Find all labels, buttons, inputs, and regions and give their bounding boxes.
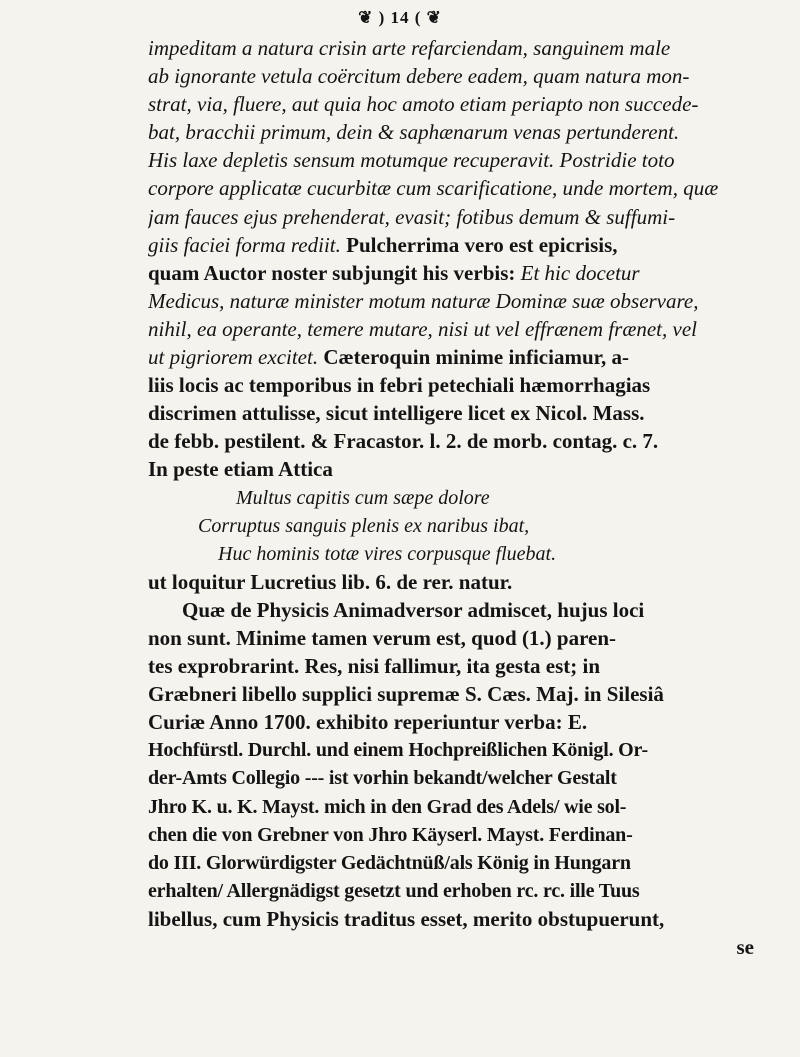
body-text [148,34,760,961]
catchword: se [736,935,754,959]
german-quote-line: der-Amts Collegio --- ist vorhin bekandt/welcher Gestalt [148,767,617,790]
text-span: Cæteroquin minime inficiamur, a- [318,345,630,370]
text-line: Medicus, naturæ minister motum naturæ Dominæ suæ observare, [148,288,699,313]
text-line: discrimen attulisse, sicut intelligere licet ex Nicol. Mass. [148,401,645,426]
text-line: bat, bracchii primum, dein & saphænarum venas pertunderent. [148,120,680,145]
verse-line: Huc hominis totæ vires corpusque fluebat. [218,542,557,565]
text-line [148,343,760,371]
text-span: quam Auctor noster subjungit his verbis: [148,260,521,285]
text-line: jam fauces ejus prehenderat, evasit; fotibus demum & suffumi- [148,204,676,229]
verse-line: Corruptus sanguis plenis ex naribus ibat, [198,514,530,537]
german-quote-line: chen die von Grebner von Jhro Käyserl. Mayst. Ferdinan- [148,823,633,846]
text-span-italic: giis faciei forma rediit. [148,232,341,257]
text-line: nihil, ea operante, temere mutare, nisi ut vel effrænem frænet, vel [148,316,697,341]
text-line: de febb. pestilent. & Fracastor. l. 2. de morb. contag. c. 7. [148,429,659,454]
text-line: liis locis ac temporibus in febri petechiali hæmorrhagias [148,373,651,398]
text-line: tes exprobrarint. Res, nisi fallimur, ita gesta est; in [148,654,601,679]
text-span-italic: Et hic docetur [520,260,640,285]
text-line: impeditam a natura crisin arte refarciendam, sanguinem male [148,36,671,60]
text-line: ab ignorante vetula coërcitum debere eadem, quam natura mon- [148,64,690,89]
text-line: ut loquitur Lucretius lib. 6. de rer. natur. [148,569,513,594]
text-line: In peste etiam Attica [148,457,333,482]
german-quote-line: erhalten/ Allergnädigst gesetzt und erhoben rc. rc. ille Tuus [148,879,640,902]
text-line: His laxe depletis sensum motumque recuperavit. Postridie toto [148,148,675,173]
text-line: libellus, cum Physicis traditus esset, merito obstupuerunt, [148,906,665,931]
text-span: Pulcherrima vero est epicrisis, [340,232,618,257]
german-quote-line: do III. Glorwürdigster Gedächtnüß/als König in Hungarn [148,851,631,874]
text-line [148,231,760,259]
text-line [148,259,760,287]
german-quote-line: Hochfürstl. Durchl. und einem Hochpreißlichen Königl. Or- [148,739,648,762]
text-line: Curiæ Anno 1700. exhibito reperiuntur verba: E. [148,710,588,735]
text-line: Græbneri libello supplici supremæ S. Cæs. Maj. in Silesiâ [148,682,664,707]
german-quote-line: Jhro K. u. K. Mayst. mich in den Grad des Adels/ wie sol- [148,795,627,818]
text-line: strat, via, fluere, aut quia hoc amoto etiam periapto non succede- [148,92,699,117]
text-line: non sunt. Minime tamen verum est, quod (1.) paren- [148,625,617,650]
verse-line: Multus capitis cum sæpe dolore [236,486,490,509]
page-header: ❦ ) 14 ( ❦ [358,8,442,27]
text-line: corpore applicatæ cucurbitæ cum scarificatione, unde mortem, quæ [148,176,719,201]
text-span-italic: ut pigriorem excitet. [148,345,319,370]
paragraph-start-line: Quæ de Physicis Animadversor admiscet, hujus loci [182,597,645,622]
